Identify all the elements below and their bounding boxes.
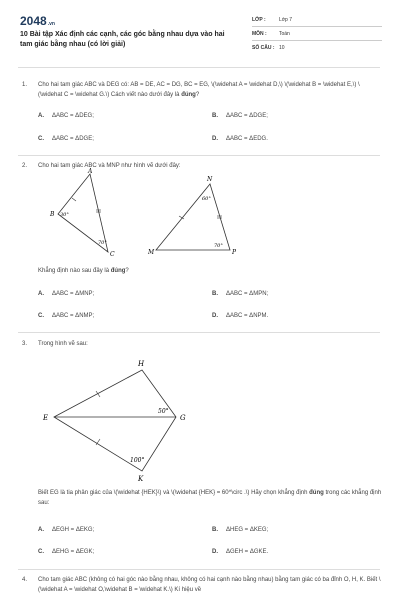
option-a[interactable] [38, 291, 94, 297]
option-text: ΔABC = ΔMPN; [226, 291, 269, 297]
option-b[interactable] [212, 113, 268, 119]
option-letter: C. [38, 136, 44, 142]
question-divider [18, 569, 380, 570]
question-divider [18, 332, 380, 333]
logo-suffix: .vn [47, 21, 55, 27]
option-text: ΔEHG = ΔEGK; [52, 549, 95, 555]
question-text-emphasis: đúng [181, 92, 196, 98]
option-text: ΔABC = ΔMNP; [52, 291, 95, 297]
meta-subject [252, 31, 290, 37]
vertex-label-a: A [88, 168, 93, 175]
option-letter: D. [212, 549, 218, 555]
option-d[interactable] [212, 313, 268, 319]
option-text: ΔEGH = ΔEKG; [52, 527, 95, 533]
option-b[interactable] [212, 291, 268, 297]
prompt-end: trong các khẳng định sau: [38, 490, 382, 506]
option-letter: A. [38, 527, 44, 533]
option-c[interactable] [38, 136, 94, 142]
meta-divider [252, 40, 382, 41]
angle-label: 70° [214, 243, 223, 249]
option-c[interactable] [38, 313, 94, 319]
option-b[interactable] [212, 527, 268, 533]
triangles-figure [38, 168, 248, 264]
angle-label: 30° [60, 212, 69, 218]
option-d[interactable] [212, 549, 268, 555]
option-text: ΔABC = ΔDGE; [226, 113, 268, 119]
question-text: Trong hình vẽ sau: [38, 341, 88, 347]
vertex-label-b: B [50, 211, 55, 218]
vertex-label-k: K [138, 475, 144, 483]
question-prompt [38, 488, 383, 508]
triangle-mnp [156, 184, 230, 250]
tick-mark [72, 198, 76, 201]
option-text: ΔABC = ΔNMP; [52, 313, 95, 319]
option-text: ΔABC = ΔDGE; [52, 136, 94, 142]
vertex-label-n: N [207, 176, 213, 183]
angle-label: 70° [98, 240, 107, 246]
vertex-label-p: P [232, 249, 237, 256]
angle-label: 60° [202, 196, 211, 202]
vertex-label-c: C [110, 251, 115, 258]
option-c[interactable] [38, 549, 94, 555]
quadrilateral-figure [38, 355, 208, 485]
option-letter: D. [212, 313, 218, 319]
meta-key: SỐ CÂU : [252, 45, 275, 51]
option-letter: B. [212, 527, 218, 533]
question-number: 3. [22, 341, 28, 347]
option-letter: B. [212, 113, 218, 119]
question-number: 2. [22, 163, 28, 169]
prompt-text: Biết EG là tia phân giác của \(\widehat {HEK}\) và \(\widehat {HEK} = 60^\circ .\) Hãy chọn khẳng định [38, 490, 310, 496]
logo-text: 2048 [20, 14, 47, 28]
question-text: Cho hai tam giác ABC và MNP như hình vẽ dưới đây: [38, 163, 181, 169]
question-number: 4. [22, 577, 28, 583]
option-letter: C. [38, 313, 44, 319]
option-text: ΔABC = ΔEDG. [226, 136, 268, 142]
option-letter: A. [38, 113, 44, 119]
vertex-label-e: E [43, 414, 49, 422]
header-divider [18, 67, 380, 68]
question-text-end: ? [195, 92, 200, 98]
question-divider [18, 155, 380, 156]
vertex-label-g: G [180, 414, 186, 422]
question-text-main: Cho hai tam giác ABC và DEG có: AB = DE, AC = DG, BC = EG, \(\widehat A = \widehat D,\) \(\widehat B = \widehat E,\) \(\widehat C = \widehat G.\) Cách viết nào dưới đây là [38, 82, 360, 98]
option-letter: C. [38, 549, 44, 555]
meta-value: 10 [279, 45, 285, 51]
option-d[interactable] [212, 136, 268, 142]
question-text: Cho tam giác ABC (không có hai góc nào bằng nhau, không có hai cạnh nào bằng nhau) bằng tam giác có ba đỉnh O, H, K. Biết \(\widehat A = \widehat O,\widehat B = \widehat K.\) Kí hiệu về [38, 577, 381, 593]
option-a[interactable] [38, 527, 94, 533]
quad-ehgk [54, 370, 176, 471]
document-title: 10 Bài tập Xác định các cạnh, các góc bằng nhau dựa vào hai tam giác bằng nhau (có lời giải) [20, 31, 225, 48]
angle-label: 50° [158, 408, 169, 415]
meta-value: Lớp 7 [279, 17, 293, 23]
prompt-end: ? [125, 268, 129, 274]
option-text: ΔABC = ΔNPM. [226, 313, 269, 319]
question-prompt [38, 266, 383, 276]
question-text [38, 80, 383, 100]
prompt-emphasis: đúng [110, 268, 126, 274]
meta-divider [252, 26, 382, 27]
question-number: 1. [22, 82, 28, 88]
meta-value: Toán [279, 31, 290, 37]
option-letter: D. [212, 136, 218, 142]
vertex-label-m: M [148, 249, 155, 256]
option-letter: B. [212, 291, 218, 297]
meta-class [252, 17, 292, 23]
prompt-emphasis: đúng [309, 490, 324, 496]
option-a[interactable] [38, 113, 94, 119]
meta-count [252, 45, 285, 51]
option-text: ΔABC = ΔDEG; [52, 113, 94, 119]
option-text: ΔHEG = ΔKEG; [226, 527, 269, 533]
meta-key: MÔN : [252, 31, 267, 37]
meta-key: LỚP : [252, 17, 266, 23]
site-logo[interactable] [20, 14, 55, 28]
prompt-text: Khẳng định nào sau đây là [38, 268, 111, 274]
option-letter: A. [38, 291, 44, 297]
option-text: ΔGEH = ΔGKE. [226, 549, 269, 555]
angle-label: 100° [130, 457, 145, 464]
vertex-label-h: H [138, 360, 145, 368]
